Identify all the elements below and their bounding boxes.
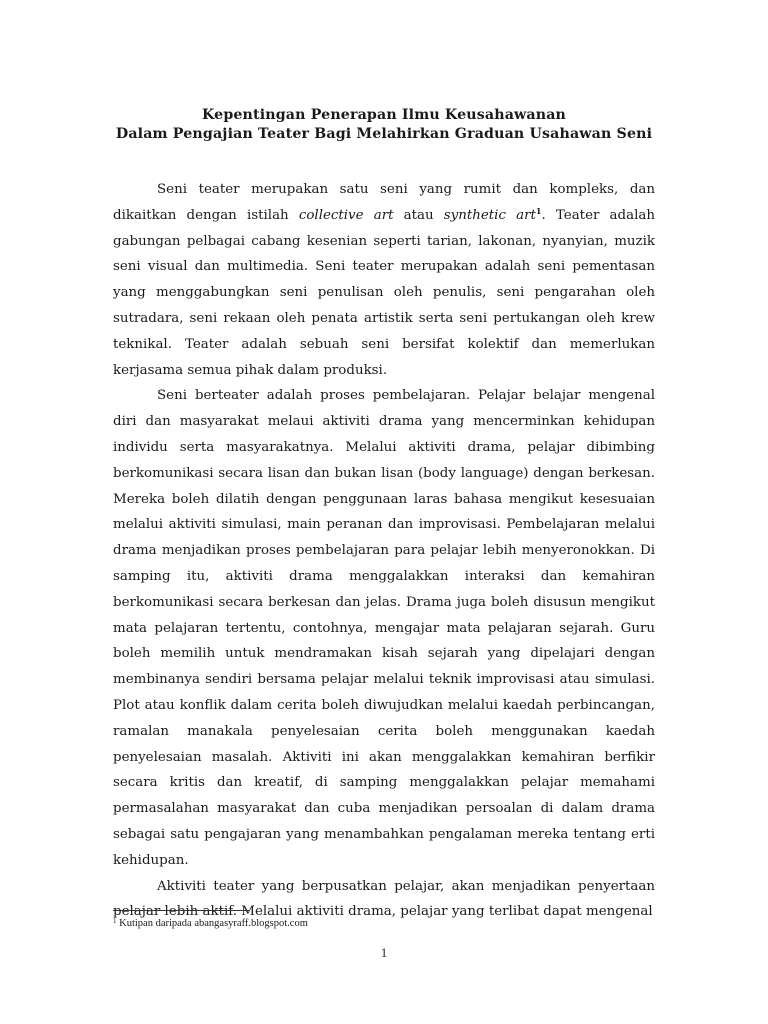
- term-synthetic-art: synthetic art: [443, 207, 536, 223]
- footnote-divider: [113, 910, 249, 911]
- footnote: [113, 917, 308, 930]
- title-line-1: Kepentingan Penerapan Ilmu Keusahawanan: [201, 107, 567, 123]
- document-title: [100, 106, 668, 144]
- paragraph-1-intro: Seni teater merupakan satu seni yang rumit dan kompleks, dan dikaitkan dengan istilah: [113, 182, 655, 223]
- body-text: [113, 177, 655, 925]
- paragraph-3: Aktiviti teater yang berpusatkan pelajar, akan menjadikan penyertaan pelajar lebih aktif. Melalui aktiviti drama, pelajar yang terlibat dapat mengenal: [113, 878, 655, 920]
- term-collective-art: collective art: [298, 207, 394, 223]
- title-line-2: Dalam Pengajian Teater Bagi Melahirkan Graduan Usahawan Seni: [115, 126, 653, 142]
- page-number: 1: [380, 946, 388, 960]
- paragraph-1: [113, 177, 655, 383]
- paragraph-1-rest: . Teater adalah gabungan pelbagai cabang kesenian seperti tarian, lakonan, nyanyian, muzik seni visual dan multimedia. Seni teater merupakan adalah seni pementasan yang menggabungkan seni penulisan oleh penulis, seni pengarahan oleh sutradara, seni rekaan oleh penata artistik serta seni pertukangan oleh krew teknikal. Teater adalah sebuah seni bersifat kolektif dan memerlukan kerjasama semua pihak dalam produksi.: [113, 207, 655, 378]
- footnote-text: Kutipan daripada abangasyraff.blogspot.com: [116, 918, 308, 929]
- footnote-reference[interactable]: 1: [535, 205, 542, 216]
- footnote-marker: 1: [113, 917, 117, 925]
- paragraph-2: Seni berteater adalah proses pembelajaran. Pelajar belajar mengenal diri dan masyarakat melaui aktiviti drama yang mencerminkan kehidupan individu serta masyarakatnya. Melalui aktiviti drama, pelajar dibimbing berkomunikasi secara lisan dan bukan lisan (body language) dengan berkesan. Mereka boleh dilatih dengan penggunaan laras bahasa mengikut kesesuaian melalui aktiviti simulasi, main peranan dan improvisasi. Pembelajaran melalui drama menjadikan proses pembelajaran para pelajar lebih menyeronokkan. Di samping itu, aktiviti drama menggalakkan interaksi dan kemahiran berkomunikasi secara berkesan dan jelas. Drama juga boleh disusun mengikut mata pelajaran tertentu, contohnya, mengajar mata pelajaran sejarah. Guru boleh memilih untuk mendramakan kisah sejarah yang dipelajari dengan membinanya sendiri bersama pelajar melalui teknik improvisasi atau simulasi. Plot atau konflik dalam cerita boleh diwujudkan melalui kaedah perbincangan, ramalan manakala penyelesaian cerita boleh menggunakan kaedah penyelesaian masalah. Aktiviti ini akan menggalakkan kemahiran berfikir secara kritis dan kreatif, di samping menggalakkan pelajar memahami permasalahan masyarakat dan cuba menjadikan persoalan di dalam drama sebagai satu pengajaran yang menambahkan pengalaman mereka tentang erti kehidupan.: [113, 388, 655, 868]
- term-connector: atau: [393, 207, 444, 223]
